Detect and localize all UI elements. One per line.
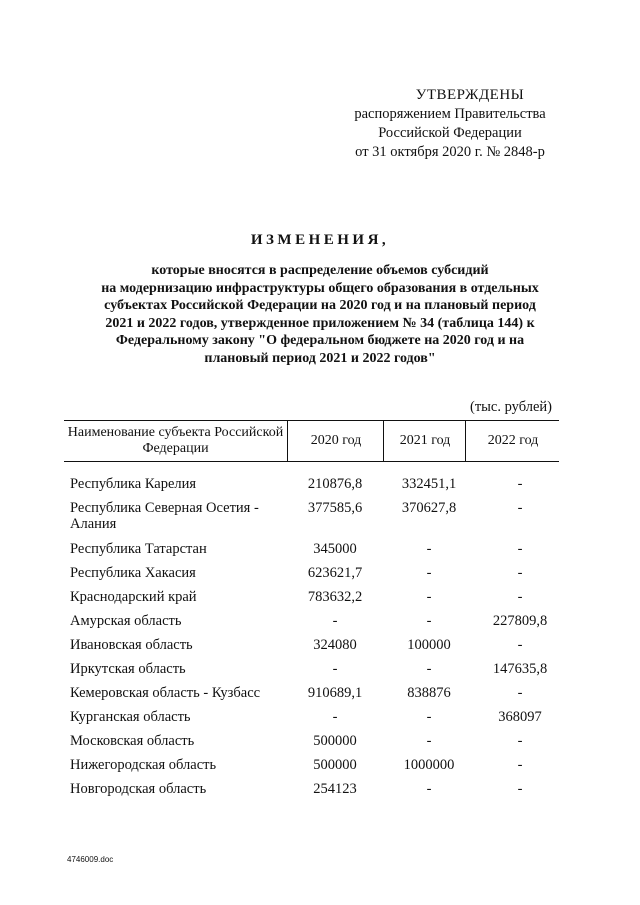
value-2020: 345000	[313, 541, 357, 557]
value-2022: -	[517, 781, 523, 797]
value-2022: 368097	[498, 709, 542, 725]
value-2020: 783632,2	[307, 589, 363, 605]
value-2021: -	[426, 589, 432, 605]
subject-name: Иркутская область	[70, 661, 186, 677]
value-2021: -	[426, 733, 432, 749]
header-2021: 2021 год	[383, 421, 466, 461]
subject-name: Ивановская область	[70, 637, 193, 653]
value-2020: 910689,1	[307, 685, 363, 701]
subtitle-line: 2021 и 2022 годов, утвержденное приложением № 34 (таблица 144) к	[105, 315, 535, 331]
header-subject: Наименование субъекта Российской Федерации	[67, 425, 284, 456]
approval-line-2: Российской Федерации	[378, 125, 522, 141]
value-2022: -	[517, 541, 523, 557]
value-2021: 332451,1	[401, 476, 457, 492]
value-2020: 210876,8	[307, 476, 363, 492]
subtitle-line: которые вносятся в распределение объемов субсидий	[151, 263, 489, 278]
value-2020: -	[332, 661, 338, 677]
value-2020: 500000	[313, 733, 357, 749]
value-2021: 1000000	[403, 757, 455, 773]
value-2021: -	[426, 709, 432, 725]
document-title: ИЗМЕНЕНИЯ,	[250, 232, 390, 248]
value-2022: -	[517, 565, 523, 581]
value-2022: 147635,8	[492, 661, 548, 677]
subject-name: Новгородская область	[70, 781, 207, 797]
subject-name: Краснодарский край	[70, 589, 197, 605]
subject-name: Республика Северная Осетия - Алания	[70, 500, 259, 532]
approval-block	[330, 86, 570, 162]
value-2020: 623621,7	[307, 565, 363, 581]
units-label: (тыс. рублей)	[470, 399, 552, 415]
subject-name: Кемеровская область - Кузбасс	[70, 685, 261, 701]
value-2020: 500000	[313, 757, 357, 773]
value-2021: -	[426, 565, 432, 581]
approval-heading: УТВЕРЖДЕНЫ	[415, 87, 525, 103]
value-2020: -	[332, 613, 338, 629]
value-2020: 324080	[313, 637, 357, 653]
value-2021: -	[426, 661, 432, 677]
subtitle-line: Федеральному закону "О федеральном бюджете на 2020 год и на	[115, 333, 525, 349]
value-2021: -	[426, 541, 432, 557]
subject-name: Нижегородская область	[70, 757, 217, 773]
header-2020: 2020 год	[287, 421, 384, 461]
value-2021: 100000	[407, 637, 451, 653]
value-2021: -	[426, 613, 432, 629]
value-2020: 377585,6	[307, 500, 363, 516]
value-2020: 254123	[313, 781, 357, 797]
value-2022: -	[517, 685, 523, 701]
subject-name: Курганская область	[70, 709, 191, 725]
subtitle-line: субъектах Российской Федерации на 2020 год и на плановый период	[104, 298, 536, 314]
table-header	[64, 420, 559, 462]
subject-name: Амурская область	[70, 613, 182, 629]
value-2020: -	[332, 709, 338, 725]
subject-name: Московская область	[70, 733, 195, 749]
value-2022: -	[517, 637, 523, 653]
value-2022: -	[517, 757, 523, 773]
document-subtitle	[70, 262, 570, 368]
value-2022: -	[517, 589, 523, 605]
subtitle-line: плановый период 2021 и 2022 годов"	[204, 350, 436, 366]
value-2021: 370627,8	[401, 500, 457, 516]
subject-name: Республика Карелия	[70, 476, 197, 492]
value-2021: 838876	[407, 685, 451, 701]
subject-name: Республика Хакасия	[70, 565, 196, 581]
value-2022: -	[517, 733, 523, 749]
value-2022: 227809,8	[492, 613, 548, 629]
subject-name: Республика Татарстан	[70, 541, 207, 557]
value-2022: -	[517, 500, 523, 516]
value-2022: -	[517, 476, 523, 492]
approval-line-1: распоряжением Правительства	[354, 106, 546, 122]
header-2022: 2022 год	[465, 421, 560, 461]
document-file-name: 4746009.doc	[67, 855, 114, 864]
approval-line-3: от 31 октября 2020 г. № 2848-р	[355, 144, 545, 160]
subtitle-line: на модернизацию инфраструктуры общего образования в отдельных	[101, 280, 539, 296]
value-2021: -	[426, 781, 432, 797]
